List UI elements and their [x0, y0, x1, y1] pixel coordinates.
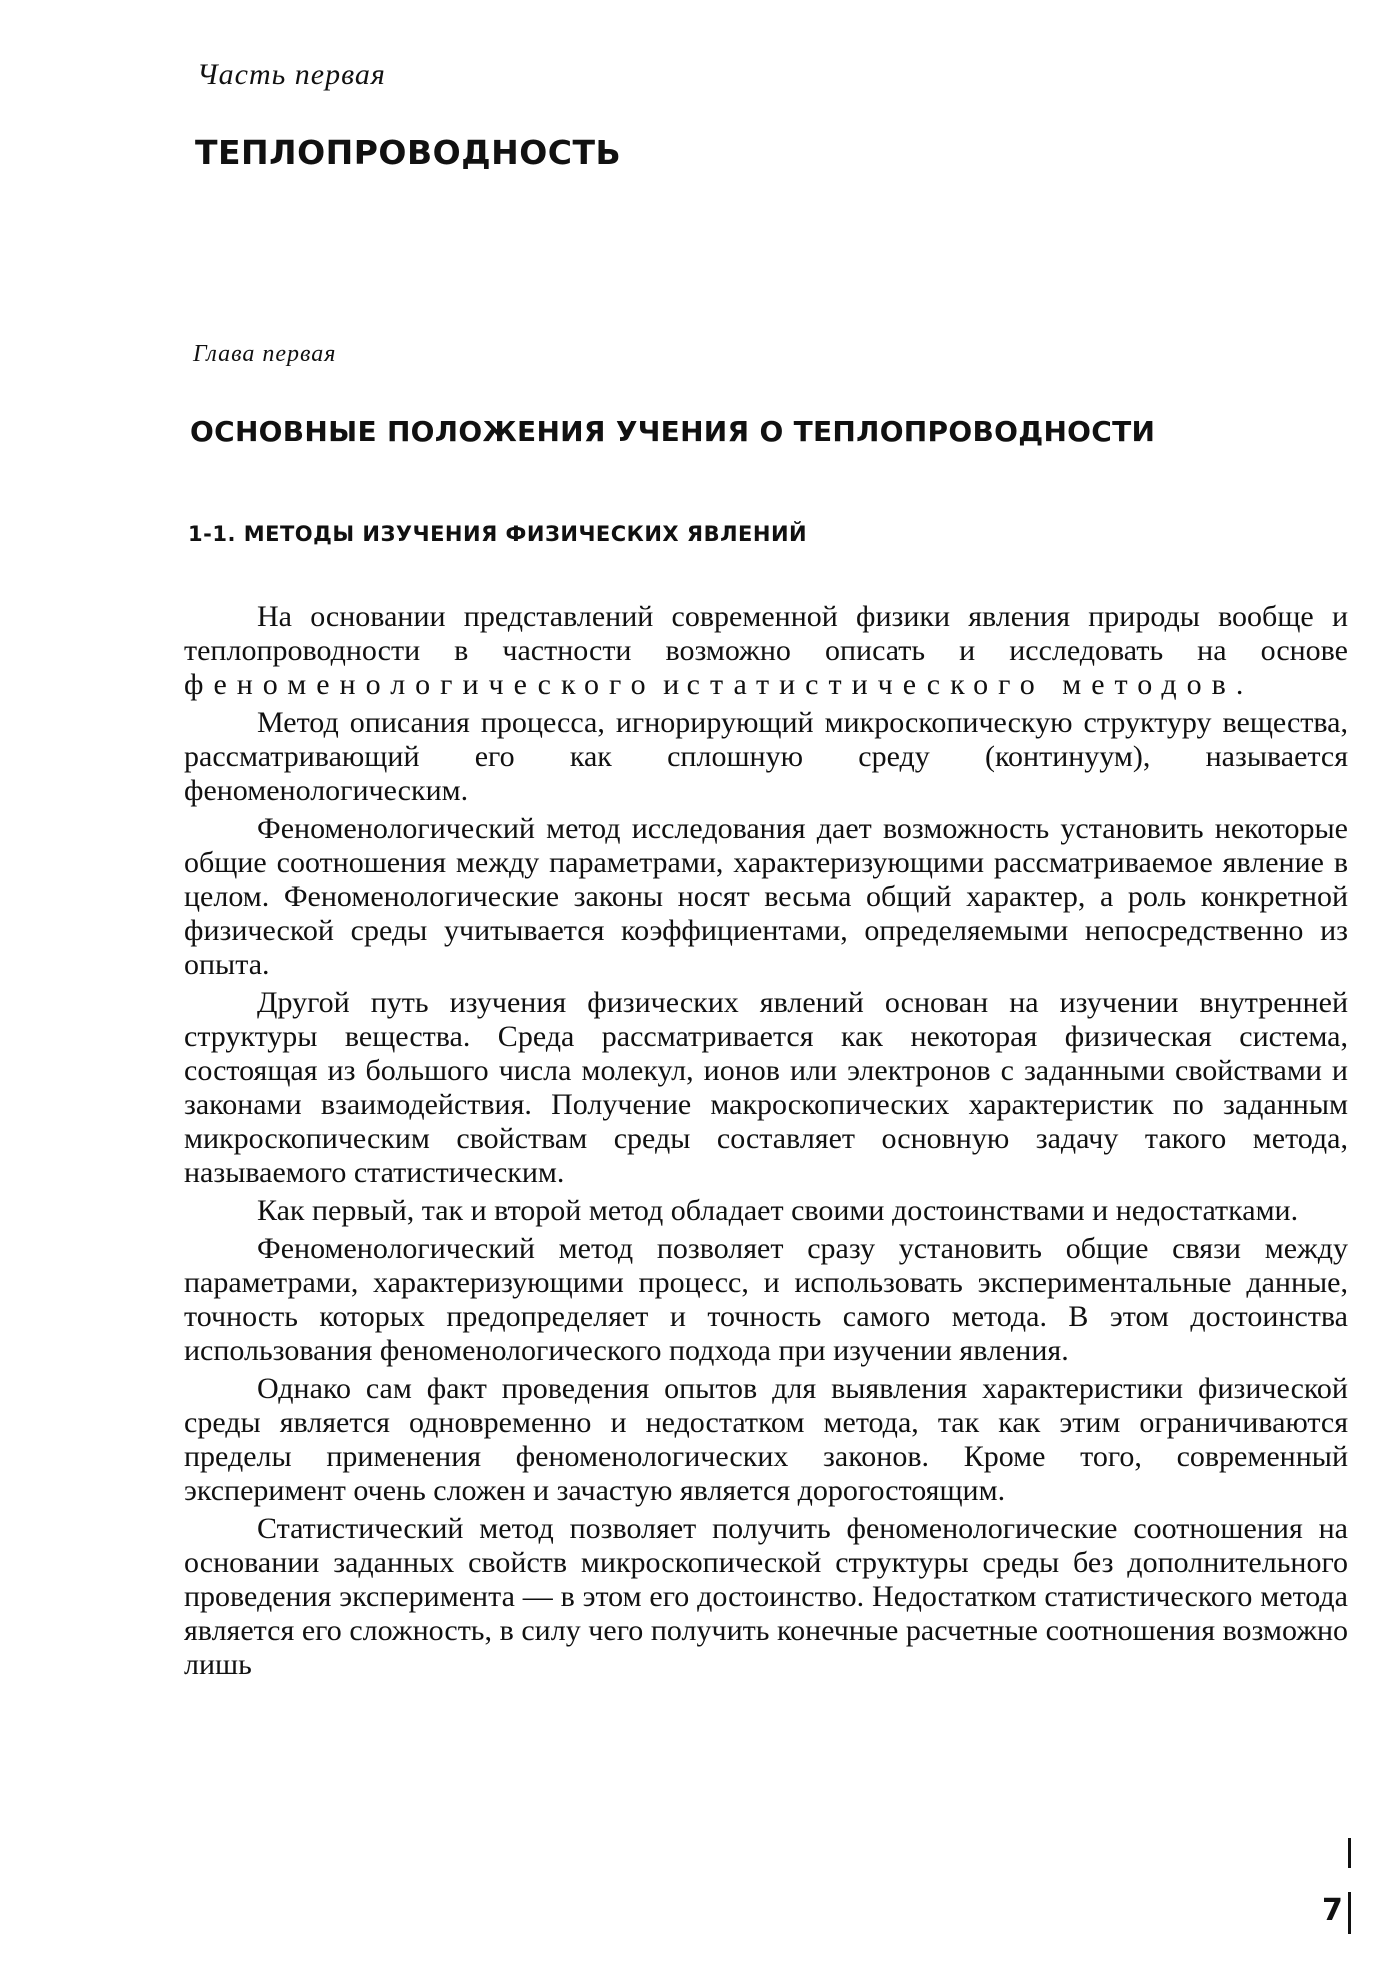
section-title: 1-1. МЕТОДЫ ИЗУЧЕНИЯ ФИЗИЧЕСКИХ ЯВЛЕНИЙ	[188, 522, 808, 546]
paragraph-1-end: .	[1235, 668, 1244, 701]
emphasis-phenomenological: феноменологического	[184, 668, 656, 701]
paragraph-6: Феноменологический метод позволяет сразу установить общие связи между параметрами, характеризующими процесс, и использовать экспериментальные данные, точность которых предопределяет и точность самого метода. В этом достоинства использования феноменологического подхода при изучении явления.	[184, 1232, 1348, 1367]
part-label: Часть первая	[197, 58, 386, 91]
paragraph-1	[184, 600, 1348, 702]
page-edge-mark	[1348, 1892, 1351, 1934]
part-title: ТЕПЛОПРОВОДНОСТЬ	[195, 133, 622, 172]
paragraph-3: Феноменологический метод исследования дает возможность установить некоторые общие соотношения между параметрами, характеризующими рассматриваемое явление в целом. Феноменологические законы носят весьма общий характер, а роль конкретной физической среды учитывается коэффициентами, определяемыми непосредственно из опыта.	[184, 812, 1348, 981]
paragraph-1-start: На основании представлений современной физики явления природы вообще и теплопроводности в частности возможно описать и исследовать на основе	[184, 600, 1348, 667]
paragraph-1-conjunction: и	[655, 668, 687, 701]
paragraph-8: Статистический метод позволяет получить феноменологические соотношения на основании заданных свойств микроскопической структуры среды без дополнительного проведения эксперимента — в этом его достоинство. Недостатком статистического метода является его сложность, в силу чего получить конечные расчетные соотношения возможно лишь	[184, 1512, 1348, 1681]
page-number: 7	[1322, 1893, 1343, 1928]
paragraph-2: Метод описания процесса, игнорирующий микроскопическую структуру вещества, рассматривающий его как сплошную среду (континуум), называется феноменологическим.	[184, 706, 1348, 807]
paragraph-7: Однако сам факт проведения опытов для выявления характеристики физической среды является одновременно и недостатком метода, так как этим ограничиваются пределы применения феноменологических законов. Кроме того, современный эксперимент очень сложен и зачастую является дорогостоящим.	[184, 1372, 1348, 1507]
emphasis-statistical-methods: статистического методов	[686, 668, 1236, 701]
body-text	[184, 600, 1348, 1682]
chapter-label: Глава первая	[193, 341, 337, 367]
paragraph-4: Другой путь изучения физических явлений основан на изучении внутренней структуры вещества. Среда рассматривается как некоторая физическая система, состоящая из большого числа молекул, ионов или электронов с заданными свойствами и законами взаимодействия. Получение макроскопических характеристик по заданным микроскопическим свойствам среды составляет основную задачу такого метода, называемого статистическим.	[184, 986, 1348, 1189]
page-edge-mark	[1348, 1838, 1351, 1868]
paragraph-5: Как первый, так и второй метод обладает своими достоинствами и недостатками.	[257, 1194, 1299, 1227]
chapter-title: ОСНОВНЫЕ ПОЛОЖЕНИЯ УЧЕНИЯ О ТЕПЛОПРОВОДНОСТИ	[190, 415, 1156, 448]
